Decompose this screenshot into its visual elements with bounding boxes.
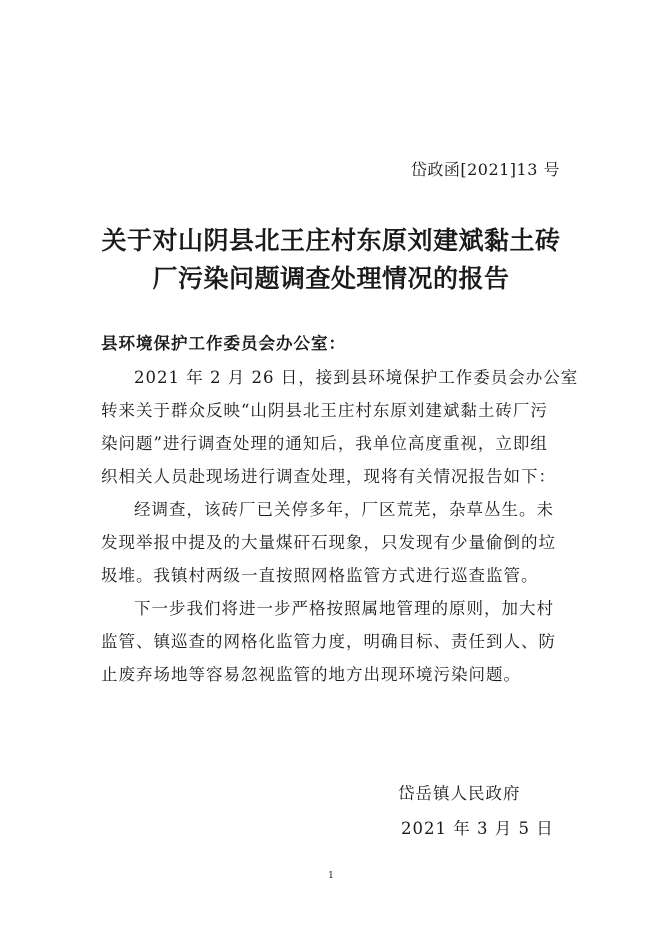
title-line-2: 厂污染问题调查处理情况的报告: [152, 264, 510, 293]
signature-date: 2021 年 3 月 5 日: [401, 819, 554, 838]
paragraph-2: [101, 493, 563, 592]
document-number: 岱政函[2021]13 号: [410, 160, 560, 179]
document-body: [101, 361, 579, 691]
body-line: 2021 年 2 月 26 日，接到县环境保护工作委员会办公室: [134, 368, 579, 387]
body-line: 下一步我们将进一步严格按照属地管理的原则，加大村: [134, 599, 554, 618]
body-line: 止废弃场地等容易忽视监管的地方出现环境污染问题。: [101, 665, 521, 684]
recipient: 县环境保护工作委员会办公室：: [101, 334, 346, 353]
body-line: 发现举报中提及的大量煤矸石现象，只发现有少量偷倒的垃: [101, 533, 556, 552]
page-number: 1: [328, 871, 334, 881]
paragraph-1: [101, 361, 579, 493]
title-line-1: 关于对山阴县北王庄村东原刘建斌黏土砖: [101, 226, 561, 255]
document-title: [60, 222, 602, 298]
body-line: 织相关人员赴现场进行调查处理，现将有关情况报告如下：: [101, 467, 556, 486]
body-line: 圾堆。我镇村两级一直按照网格监管方式进行巡查监管。: [101, 566, 539, 585]
signature-organization: 岱岳镇人民政府: [398, 784, 521, 803]
body-line: 染问题”进行调查处理的通知后，我单位高度重视，立即组: [101, 434, 548, 453]
body-line: 监管、镇巡查的网格化监管力度，明确目标、责任到人、防: [101, 632, 556, 651]
paragraph-3: [101, 592, 563, 691]
body-line: 转来关于群众反映“山阴县北王庄村东原刘建斌黏土砖厂污: [101, 401, 548, 420]
body-line: 经调查，该砖厂已关停多年，厂区荒芜，杂草丛生。未: [134, 500, 554, 519]
